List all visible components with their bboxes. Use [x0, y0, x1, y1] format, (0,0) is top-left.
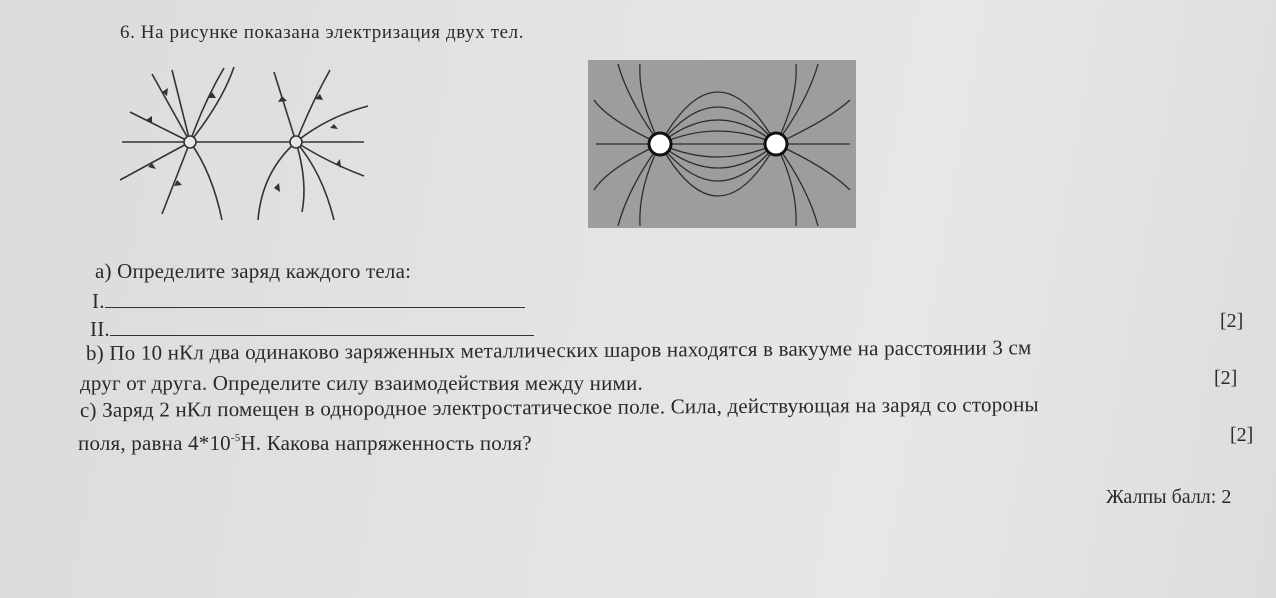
- part-c-prefix: поля, равна 4*10: [78, 431, 231, 455]
- score-a: [2]: [1220, 310, 1244, 332]
- question-title: 6. На рисунке показана электризация двух тел.: [120, 22, 525, 43]
- part-c-line-2: [78, 431, 532, 456]
- part-a-prompt: а) Определите заряд каждого тела:: [95, 259, 412, 283]
- score-b: [2]: [1214, 367, 1238, 389]
- charge-2: [290, 136, 302, 148]
- charge-right: [765, 133, 787, 155]
- line-1-label: I.: [92, 289, 105, 313]
- like-charges-field-figure: [112, 62, 372, 224]
- charge-1: [184, 136, 196, 148]
- dipole-field-figure: [588, 60, 856, 228]
- part-a-line-1: [92, 289, 525, 314]
- part-c-suffix: Н. Какова напряженность поля?: [240, 431, 532, 455]
- score-c: [2]: [1230, 424, 1254, 446]
- answer-blank-1: [105, 289, 525, 308]
- total-score: Жалпы балл: 2: [1106, 486, 1232, 508]
- part-c-line-1: c) Заряд 2 нКл помещен в однородное электростатическое поле. Сила, действующая на заряд со стороны: [79, 392, 1039, 422]
- line-2-label: II.: [90, 317, 110, 341]
- answer-blank-2: [110, 317, 534, 336]
- part-c-exponent: -5: [230, 432, 241, 444]
- part-b-line-1: b) По 10 нКл два одинаково заряженных металлических шаров находятся в вакууме на расстоянии 3 см: [85, 335, 1032, 365]
- charge-left: [649, 133, 671, 155]
- part-b-line-2: друг от друга. Определите силу взаимодействия между ними.: [80, 371, 643, 395]
